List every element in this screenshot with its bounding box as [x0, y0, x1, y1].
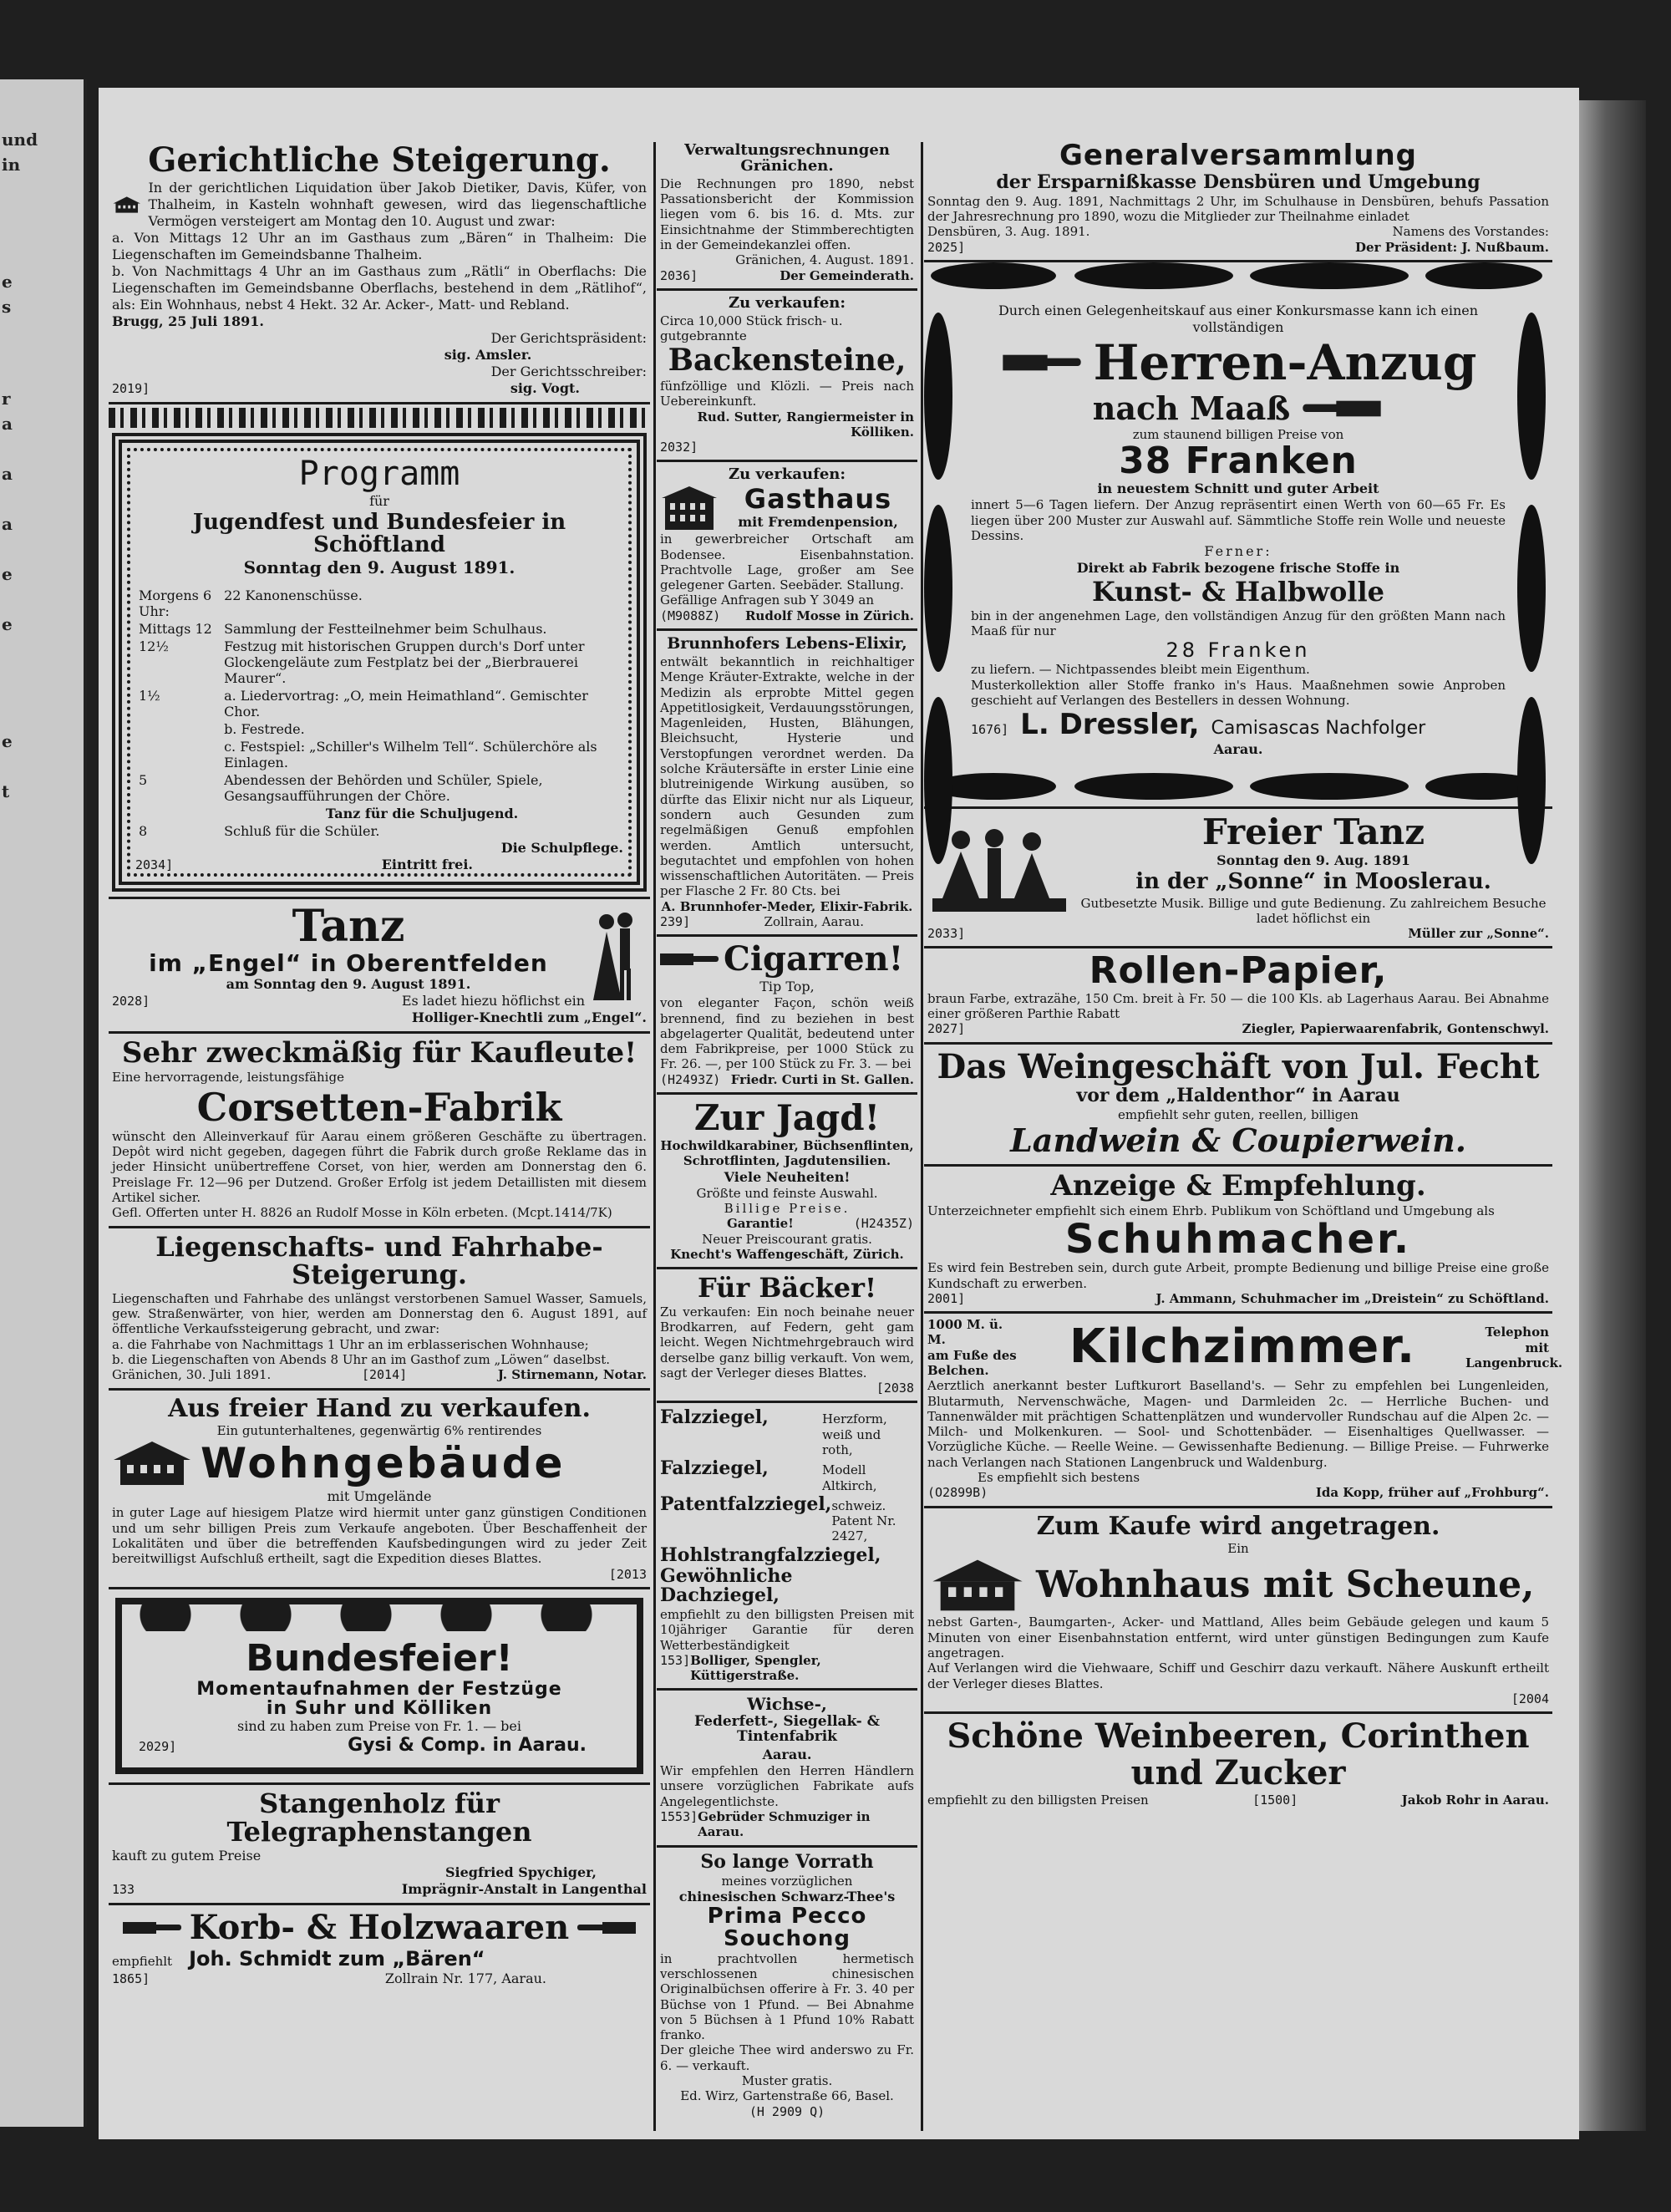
ad-body: entwält bekanntlich in reichhaltiger Menge Kräuter-Extrakte, welche in der Medizin als erprobte Mittel gegen Appetitlosigkeit, Verdauungsstörungen, Magenleiden, Husten, Blähungen, Bleichsucht, Hysterie und Verstopfungen verordnet werden. Da solche Kräutersäfte in erster Linie eine blutreinigende Wirkung ausüben, so dürfte das Elixir nicht nur als Liqueur, sondern auch Gesunden zum regelmäßigen Genuß empfohlen werden. Amtlich untersucht, begutachtet und empfohlen von hohen wissenschaftlichen Autoritäten. — Preis per Flasche 2 Fr. 80 Cts. bei	[660, 653, 914, 899]
signature-name: Der Präsident: J. Nußbaum.	[1355, 239, 1549, 255]
left-fragment: e	[2, 731, 13, 751]
house-icon	[112, 180, 141, 230]
place-date: Gränichen, 4. August. 1891.	[735, 252, 914, 268]
ad-number: (H 2909 Q)	[749, 2103, 825, 2119]
signature-name: sig. Amsler.	[444, 347, 532, 363]
ad-offer: Gefällige Anfragen sub Y 3049 an	[660, 592, 875, 608]
signature-name: Gebrüder Schmuziger in Aarau.	[698, 1809, 871, 1840]
ad-number: 2036]	[660, 267, 698, 283]
ad-body: wünscht den Alleinverkauf für Aarau einem größeren Geschäfte zu übertragen. Depôt wird nicht gegeben, dagegen führt die Fabrik durch große Reklame das in jeder Hinsicht unübertreffene Corset, von hier, werden am Donnerstag den 6. Preislage Fr. 12—96 per Dutzend. Großer Erfolg ist jedem Detaillisten mit diesem Artikel sicher.	[112, 1128, 647, 1206]
ad-item: Falzziegel,	[660, 1457, 769, 1480]
program-row	[135, 638, 623, 687]
decorative-oval	[924, 313, 952, 480]
ad-title: Cigarren!	[724, 939, 904, 979]
ad-weinbeeren	[924, 1714, 1552, 1813]
program-row	[135, 805, 623, 822]
ad-title: Zur Jagd!	[693, 1097, 881, 1139]
ad-number: 153]	[660, 1652, 691, 1668]
ad-intro: Eine hervorragende, leistungsfähige	[112, 1070, 344, 1086]
ad-subtitle: Jugendfest und Bundesfeier in Schöftland	[192, 510, 566, 558]
program-row	[135, 771, 623, 805]
signature-name: Müller zur „Sonne“.	[1408, 926, 1549, 942]
place-date: Brugg, 25 Juli 1891.	[112, 313, 264, 329]
column-2	[657, 138, 917, 2124]
ad-number: [1500]	[1252, 1792, 1298, 1808]
program-text: a. Liedervortrag: „O, mein Heimathland“. Gemischter Chor.	[224, 687, 588, 720]
signature-name: Imprägnir-Anstalt in Langenthal	[401, 1881, 647, 1898]
ad-line: Momentaufnahmen der Festzüge	[196, 1678, 562, 1700]
ad-cigarren	[657, 937, 917, 1095]
ad-name: Landwein & Coupierwein.	[1010, 1121, 1466, 1159]
ad-number: 1553]	[660, 1809, 698, 1825]
ad-title: So lange Vorrath	[700, 1850, 874, 1873]
ad-kilchzimmer	[924, 1314, 1563, 1508]
ad-body: in gewerbreicher Ortschaft am Bodensee. Eisenbahnstation. Prachtvolle Lage, großer am See gelegener Garten. Seebäder. Stallung.	[660, 531, 914, 593]
signature-name: L. Dressler,	[1020, 708, 1200, 742]
program-time: 8	[139, 822, 148, 839]
ad-note: Eintritt frei.	[381, 856, 473, 872]
column-3	[924, 138, 1563, 1813]
left-fragment: a	[2, 464, 13, 484]
ad-number: 2034]	[135, 857, 174, 872]
ad-schuhmacher	[924, 1167, 1552, 1314]
ad-note: 1000 M. ü. M.	[927, 1317, 1003, 1348]
program-text: Sammlung der Festteilnehmer beim Schulhaus.	[224, 620, 547, 637]
program-time	[135, 805, 221, 822]
ad-title: Bundesfeier!	[246, 1636, 513, 1680]
ad-title: Schöne Weinbeeren, Corinthen	[947, 1716, 1530, 1756]
ad-item: b. die Liegenschaften von Abends 8 Uhr an im Gasthof zum „Löwen“ daselbst.	[112, 1352, 611, 1368]
ad-number: 2027]	[927, 1021, 966, 1037]
ad-schwarz-thee	[657, 1848, 917, 2124]
program-table	[135, 587, 623, 840]
left-fragment: a	[2, 414, 13, 434]
right-book-spine	[1579, 100, 1646, 2131]
ad-body: empfiehlt	[112, 1954, 173, 1970]
signature-role: Namens des Vorstandes:	[1392, 224, 1549, 240]
ad-item: b. Von Nachmittags 4 Uhr an im Gasthaus zum „Rätli“ in Oberflachs: Die Liegenschaften im Gemeindsbanne Oberflachs, bestehend in dem „Rätlihof“, als: Ein Wohnhaus, nebst 4 Hekt. 32 Ar. Acker-, Matt- und Rebland.	[112, 263, 647, 313]
ad-number: 1865]	[112, 1971, 150, 1987]
signature-name: Camisascas Nachfolger	[1211, 718, 1426, 740]
ad-name: Corsetten-Fabrik	[196, 1084, 562, 1130]
ad-body: Aerztlich anerkannt bester Luftkurort Baselland's. — Sehr zu empfehlen bei Lungenleiden, Blutarmuth, Nervenschwäche, Magen- und Darmleiden 2c. — Herrliche Buchen- und Tannenwälder mit prächtigen Schattenplätzen und wundervoller Rundschau auf die Alpen 2c. — Milch- und Molkenkuren. — Sool- und Schottenbäder. — Eisenhaltiges Quellwasser. — Vorzügliche Küche. — Reelle Weine. — Gewissenhafte Bedienung. — Billige Preise. — Fuhrwerke nach Verlangen nach Stationen Langenbruck und Waldenburg.	[927, 1378, 1549, 1470]
program-time	[135, 738, 221, 771]
program-row	[135, 620, 623, 638]
program-text: Abendessen der Behörden und Schüler, Spiele, Gesangsaufführungen der Chöre.	[224, 771, 543, 804]
pointing-hand-icon	[1300, 392, 1384, 425]
ad-note: Langenbruck.	[1465, 1355, 1563, 1370]
program-time: Morgens 6 Uhr:	[139, 587, 212, 619]
ad-title: Sehr zweckmäßig für Kaufleute!	[121, 1035, 637, 1070]
ad-line: Neuer Preiscourant gratis.	[702, 1231, 872, 1247]
ad-intro: Circa 10,000 Stück frisch- u. gutgebrannte	[660, 313, 843, 344]
decorative-oval	[1250, 262, 1409, 289]
decorative-oval	[1517, 505, 1546, 672]
ad-title: Federfett-, Siegellak- & Tintenfabrik	[694, 1713, 880, 1746]
ad-line: sind zu haben zum Preise von Fr. 1. — bei	[237, 1717, 521, 1734]
ad-item: Falzziegel,	[660, 1406, 769, 1429]
ad-body: empfiehlt zu den billigsten Preisen	[927, 1792, 1149, 1808]
ad-title: Stangenholz für Telegraphenstangen	[226, 1787, 532, 1848]
ad-gerichtliche-steigerung	[109, 138, 650, 404]
ad-corsetten-fabrik	[109, 1034, 650, 1228]
ad-korb-holzwaaren	[109, 1905, 650, 1992]
program-row	[135, 687, 623, 720]
ad-number: (H2493Z)	[660, 1071, 721, 1087]
ad-title: und Zucker	[1130, 1752, 1346, 1792]
ad-number: 239]	[660, 913, 691, 929]
ad-wohnhaus-scheune	[924, 1508, 1552, 1714]
ad-bundesfeier	[115, 1598, 643, 1774]
ad-intro: Ein gutunterhaltenes, gegenwärtig 6% rentirendes	[216, 1423, 542, 1439]
column-rule	[921, 142, 923, 2131]
ad-item: Hohlstrangfalzziegel,	[660, 1543, 881, 1566]
decorative-oval	[924, 505, 952, 672]
ad-weingeschaeft	[924, 1045, 1552, 1167]
ad-line: meines vorzüglichen	[721, 1873, 853, 1889]
ad-title: Zu verkaufen:	[728, 293, 846, 312]
ad-title: Wichse-,	[747, 1694, 827, 1715]
ad-brand: Prima Pecco Souchong	[707, 1904, 867, 1952]
ad-title: Anzeige & Empfehlung.	[1050, 1168, 1426, 1203]
ad-subtitle: Tip Top,	[759, 979, 815, 995]
ad-number: 2033]	[927, 926, 966, 942]
ad-programm-jugendfest	[112, 433, 647, 892]
ad-item: a. die Fahrhabe von Nachmittags 1 Uhr an im erblasserischen Wohnhause;	[112, 1336, 589, 1352]
ad-place: Aarau.	[1213, 741, 1263, 758]
signature-name: Bolliger, Spengler, Küttigerstraße.	[690, 1652, 821, 1684]
ad-number: [2038	[876, 1381, 914, 1396]
ad-line: Muster gratis.	[741, 2072, 833, 2088]
ad-date: am Sonntag den 9. August 1891.	[226, 975, 471, 992]
house-icon	[112, 1438, 192, 1488]
ad-name: Schuhmacher.	[1064, 1215, 1412, 1263]
ad-number: 2019]	[112, 381, 150, 396]
ad-title: Programm	[298, 455, 460, 493]
ad-body: Zu verkaufen: Ein noch beinahe neuer Brodkarren, auf Federn, geht gam leicht. Wegen Nichtmehrgebrauch wird derselbe ganz billig verkauft. Von wem, sagt der Verleger dieses Blattes.	[660, 1304, 914, 1381]
program-text: c. Festspiel: „Schiller's Wilhelm Tell“. Schülerchöre als Einlagen.	[224, 738, 597, 770]
ad-title: Kilchzimmer.	[1069, 1320, 1416, 1375]
ad-number: [2014]	[361, 1367, 408, 1383]
left-fragment: e	[2, 272, 13, 292]
ad-rollen-papier	[924, 948, 1552, 1044]
ad-name: Wohngebäude	[201, 1439, 566, 1488]
ad-body: In der gerichtlichen Liquidation über Jakob Dietiker, Davis, Küfer, von Thalheim, in Kasteln wohnhaft gewesen, wird das liegenschaftliche Vermögen versteigert am Montag den 10. August und zwar:	[148, 180, 647, 229]
pointing-hand-icon	[1000, 346, 1084, 379]
ad-item: Patentfalzziegel,	[660, 1492, 832, 1515]
ad-backensteine	[657, 291, 917, 462]
program-row	[135, 720, 623, 738]
ad-item: a. Von Mittags 12 Uhr an im Gasthaus zum „Bären“ in Thalheim: Die Liegenschaften im Gemeindsbanne Thalheim.	[112, 230, 647, 262]
ad-line: in Suhr und Kölliken	[266, 1697, 493, 1719]
left-fragment: r	[2, 389, 11, 409]
ad-offer: Gefl. Offerten unter H. 8826 an Rudolf Mosse in Köln erbeten. (Mcpt.1414/7K)	[112, 1205, 612, 1221]
decorative-oval	[1074, 773, 1233, 800]
house-icon	[927, 1556, 1028, 1615]
ad-address: Zollrain Nr. 177, Aarau.	[384, 1970, 546, 1987]
ad-name: Gasthaus	[744, 483, 892, 516]
ad-title: Verwaltungsrechnungen Gränichen.	[684, 141, 890, 175]
dancers-icon	[585, 910, 647, 1002]
decorative-oval	[1074, 262, 1233, 289]
ad-body: Musterkollektion aller Stoffe franko in's Haus. Maaßnehmen sowie Anproben geschieht auf Verlangen des Bestellers in dessen Wohnung.	[971, 677, 1506, 708]
ad-body: Die Rechnungen pro 1890, nebst Passationsbericht der Kommission liegen vom 6. bis 16. d. Mts. zur Einsichtnahme der Stimmberechtigten in der Gemeindekanzlei offen.	[660, 175, 914, 252]
ad-title: Aus freier Hand zu verkaufen.	[168, 1393, 591, 1423]
ad-wohngebaeude	[109, 1391, 650, 1589]
ad-note: am Fuße des Belchen.	[927, 1347, 1017, 1378]
ad-body: Der gleiche Thee wird anderswo zu Fr. 6. — verkauft.	[660, 2042, 914, 2073]
ad-body: Liegenschaften und Fahrhabe des unlängst verstorbenen Samuel Wasser, Samuels, gew. Straßenwärter, von hier, werden am Donnerstag den 6. August 1891, auf öffentliche Verkaufssteigerung gebracht, und zwar:	[112, 1290, 647, 1337]
signature-name: Joh. Schmidt zum „Bären“	[189, 1947, 485, 1971]
ad-lebens-elixir	[657, 631, 917, 937]
ad-line: Ferner:	[1204, 543, 1272, 560]
ad-body: nebst Garten-, Baumgarten-, Acker- und Mattland, Alles beim Gebäude gelegen und kaum 5 Minuten von einer Eisenbahnstation entfernt, wird unter günstigen Bedingungen zum Kaufe angetragen.	[927, 1615, 1549, 1661]
signature-name: Gysi & Comp. in Aarau.	[348, 1734, 587, 1756]
signature-name: Ziegler, Papierwaarenfabrik, Gontenschwyl.	[1242, 1021, 1549, 1037]
program-time: 5	[139, 771, 148, 788]
ad-line: Billige Preise.	[724, 1201, 851, 1217]
signature-name: J. Stirnemann, Notar.	[497, 1367, 647, 1383]
ad-note: Modell Altkirch,	[822, 1462, 877, 1493]
program-row	[135, 822, 623, 840]
program-time	[135, 720, 221, 738]
signature-name: Rudolf Mosse in Zürich.	[744, 608, 914, 623]
program-time: 1½	[139, 687, 160, 704]
program-row	[135, 587, 623, 620]
program-text: Festzug mit historischen Gruppen durch's Dorf unter Glockengeläute zum Festplatz bei der „Bierbrauerei Maurer“.	[224, 638, 585, 686]
ad-number: 2029]	[139, 1738, 177, 1754]
ad-body: Es wird fein Bestreben sein, durch gute Arbeit, prompte Bedienung und billige Preise eine große Kundschaft zu erwerben.	[927, 1260, 1549, 1291]
ad-gasthaus	[657, 462, 917, 631]
ad-price: 28 Franken	[1166, 638, 1311, 663]
ad-number: 1676]	[971, 722, 1009, 738]
ad-number: 2025]	[927, 239, 966, 255]
program-row	[135, 738, 623, 771]
left-page-edge	[0, 79, 87, 2127]
signature-name: Siegfried Spychiger,	[444, 1864, 597, 1881]
ad-number: 2032]	[660, 440, 698, 455]
ad-number: 2028]	[112, 993, 150, 1009]
ad-subtitle: in der „Sonne“ in Mooslerau.	[1135, 869, 1491, 895]
decorative-oval	[931, 262, 1056, 289]
ad-note: Telephon mit	[1485, 1325, 1549, 1355]
left-fragment: und	[2, 130, 38, 150]
building-icon	[660, 485, 719, 531]
left-fragment: e	[2, 564, 13, 584]
left-fragment: e	[2, 614, 13, 634]
ad-subtitle: mit Fremdenpension,	[738, 514, 898, 531]
ad-liegenschafts-steigerung	[109, 1228, 650, 1391]
ad-herren-anzug	[924, 262, 1552, 809]
ad-number: (H2435Z)	[853, 1216, 914, 1232]
ad-subtitle: mit Umgelände	[327, 1488, 432, 1505]
program-time: Mittags 12	[139, 620, 212, 637]
ad-name: chinesischen Schwarz-Thee's	[678, 1889, 896, 1905]
ad-line: Größte und feinste Auswahl.	[696, 1185, 878, 1201]
program-time: 12½	[139, 638, 169, 654]
signature-name: Jakob Rohr in Aarau.	[1401, 1792, 1549, 1808]
ad-price: 38 Franken	[1119, 440, 1358, 483]
ad-body: bin in der angenehmen Lage, den vollständigen Anzug für den größten Mann nach Maaß für nur	[971, 608, 1506, 639]
ad-title: Tanz	[292, 900, 405, 952]
decorative-border	[115, 1598, 643, 1631]
ad-line: zum staunend billigen Preise von	[1132, 426, 1344, 442]
pointing-hand-icon	[123, 1915, 181, 1940]
ad-number: [2013	[608, 1566, 647, 1582]
ad-subtitle: nach Maaß	[1092, 389, 1291, 427]
ad-line: in neuestem Schnitt und guter Arbeit	[1097, 481, 1379, 497]
column-rule	[653, 142, 656, 2131]
ornamental-rule	[109, 408, 650, 428]
left-fragment: s	[2, 297, 12, 317]
ad-number: (O2899B)	[927, 1485, 988, 1501]
decorative-oval	[1250, 773, 1409, 800]
signature-name: A. Brunnhofer-Meder, Elixir-Fabrik.	[661, 898, 913, 914]
signature-role: Der Gerichtsschreiber:	[490, 364, 647, 379]
ad-body: Hochwildkarabiner, Büchsenflinten, Schrotflinten, Jagdutensilien.	[660, 1138, 914, 1169]
pointing-hand-icon	[660, 947, 719, 972]
newspaper-page	[99, 88, 1579, 2139]
ad-number: (M9088Z)	[660, 608, 721, 623]
ad-intro: Durch einen Gelegenheitskauf aus einer Konkursmasse kann ich einen vollständigen	[998, 302, 1479, 335]
ad-body: Sonntag den 9. Aug. 1891, Nachmittags 2 Uhr, im Schulhause in Densbüren, behufs Passation der Jahresrechnung pro 1890, wozu die Mitglieder zur Theilnahme einladet	[927, 193, 1549, 225]
ad-generalversammlung	[924, 138, 1552, 262]
signature-name: Die Schulpflege.	[500, 839, 623, 856]
ad-title: Generalversammlung	[1059, 139, 1418, 172]
signature-name: Ida Kopp, früher auf „Frohburg“.	[1315, 1485, 1549, 1501]
signature-role: Der Gerichtspräsident:	[490, 330, 647, 346]
ad-note: schweiz. Patent Nr. 2427,	[831, 1498, 896, 1544]
signature-name: Rud. Sutter, Rangiermeister in Kölliken.	[697, 409, 914, 440]
signature-name: Holliger-Knechtli zum „Engel“.	[411, 1009, 647, 1025]
ad-body: Auf Verlangen wird die Viehwaare, Schiff und Geschirr dazu verkauft. Nähere Auskunft ertheilt der Verleger dieses Blattes.	[927, 1660, 1549, 1691]
program-text: Tanz für die Schuljugend.	[325, 805, 519, 821]
ad-title: Gerichtliche Steigerung.	[148, 140, 611, 180]
ad-title: Zu verkaufen:	[728, 465, 846, 484]
signature-name: J. Ammann, Schuhmacher im „Dreistein“ zu Schöftland.	[1155, 1290, 1549, 1306]
left-fragment: a	[2, 514, 13, 534]
column-1	[109, 138, 650, 1992]
ad-stangenholz	[109, 1782, 650, 1905]
program-text: 22 Kanonenschüsse.	[224, 587, 363, 603]
ad-wichse-fabrik	[657, 1691, 917, 1847]
ad-body: Unterzeichneter empfiehlt sich einem Ehrb. Publikum von Schöftland und Umgebung als	[927, 1203, 1495, 1218]
signature-name: Der Gemeinderath.	[780, 267, 914, 283]
decorative-oval	[1425, 262, 1542, 289]
ad-body: Gutbesetzte Musik. Billige und gute Bedienung. Zu zahlreichem Besuche ladet höflichst ein	[1080, 895, 1547, 926]
ad-line: Ein	[1227, 1541, 1249, 1557]
ad-item: Gewöhnliche Dachziegel,	[660, 1564, 793, 1606]
ad-number: 2001]	[927, 1290, 966, 1306]
dancers-icon	[927, 823, 1069, 915]
ad-tanz-engel	[109, 897, 650, 1034]
ad-place: Aarau.	[762, 1747, 812, 1763]
ad-body: empfiehlt zu den billigsten Preisen mit 10jähriger Garantie für deren Wetterbeständigkeit	[660, 1606, 914, 1653]
signature-name: Ed. Wirz, Gartenstraße 66, Basel.	[680, 2088, 894, 2104]
ad-title: Das Weingeschäft von Jul. Fecht	[937, 1046, 1540, 1086]
ad-body: innert 5—6 Tagen liefern. Der Anzug repräsentirt einen Werth von 60—65 Fr. Es liegen über 200 Muster zur Auswahl auf. Sämmtliche Stoffe rein Wolle und neueste Dessins.	[971, 497, 1506, 543]
ad-title: Herren-Anzug	[1093, 333, 1477, 391]
ad-address: Zollrain, Aarau.	[764, 913, 864, 929]
program-text: b. Festrede.	[224, 720, 305, 737]
left-fragment: t	[2, 781, 10, 801]
signature-name: Friedr. Curti in St. Gallen.	[730, 1071, 914, 1087]
left-fragment: in	[2, 155, 21, 175]
ad-body: von eleganter Façon, schön weiß brennend, find zu beziehen in best abgelagerter Qualität, bedeutend unter dem Fabrikpreise, per 1000 Stück zu Fr. 26. —, per 100 Stück zu Fr. 3. — bei	[660, 995, 914, 1072]
ad-body: in prachtvollen hermetisch verschlossenen chinesischen Originalbüchsen offerire à Fr. 3. 40 per Büchse von 1 Pfund. — Bei Abnahme von 5 Büchsen à 1 Pfund 10% Rabatt franko.	[660, 1950, 914, 2043]
ad-line: Es empfiehlt sich bestens	[978, 1470, 1140, 1486]
ad-freier-tanz	[924, 809, 1552, 948]
ad-body: in guter Lage auf hiesigem Platze wird hiermit unter ganz günstigen Conditionen und um sehr billigen Preis zum Verkaufe angeboten. Über Beschaffenheit der Lokalitäten und über die betreffenden Kaufsbedingungen wird zu jeder Zeit bereitwilligst Aufschluß ertheilt, sagt die Expedition dieses Blattes.	[112, 1505, 647, 1567]
ad-title: Korb- & Holzwaaren	[189, 1908, 570, 1948]
ad-body: Es ladet hiezu höflichst ein	[401, 992, 585, 1009]
ad-title: Brunnhofers Lebens-Elixir,	[667, 634, 907, 653]
ad-subtitle: für	[369, 493, 389, 509]
ad-name: Wohnhaus mit Scheune,	[1036, 1564, 1535, 1607]
signature-name: Knecht's Waffengeschäft, Zürich.	[670, 1246, 904, 1262]
ad-title: Für Bäcker!	[697, 1272, 877, 1304]
ad-title: Rollen-Papier,	[1089, 949, 1388, 993]
ad-date: Sonntag den 9. Aug. 1891	[1216, 852, 1410, 869]
ad-number: [2004	[1511, 1691, 1549, 1706]
ad-title: Liegenschafts- und Fahrhabe-Steigerung.	[155, 1230, 603, 1291]
program-text: Schluß für die Schüler.	[224, 822, 380, 839]
ad-highlight: Viele Neuheiten!	[724, 1168, 851, 1185]
ad-date: Sonntag den 9. August 1891.	[243, 557, 516, 577]
ad-body: zu liefern. — Nichtpassendes bleibt mein Eigenthum.	[971, 662, 1310, 678]
ad-note: Herzform, weiß und roth,	[822, 1411, 887, 1457]
decorative-oval	[1517, 313, 1546, 480]
ad-body: empfiehlt sehr guten, reellen, billigen	[1118, 1106, 1359, 1122]
ad-body: fünfzöllige und Klözli. — Preis nach Uebereinkunft.	[660, 379, 914, 409]
ad-body: Wir empfehlen den Herren Händlern unsere vorzüglichen Fabrikate aufs Angelegentlichste.	[660, 1763, 914, 1809]
ad-body: kauft zu gutem Preise	[112, 1848, 262, 1864]
ad-ziegel	[657, 1403, 917, 1691]
ad-subtitle: im „Engel“ in Oberentfelden	[149, 949, 548, 978]
place-date: Gränichen, 30. Juli 1891.	[112, 1367, 272, 1383]
ad-subtitle: vor dem „Haldenthor“ in Aarau	[1076, 1084, 1400, 1106]
ad-title: Zum Kaufe wird angetragen.	[1036, 1511, 1440, 1541]
ad-zur-jagd	[657, 1095, 917, 1269]
ad-number: 133	[112, 1882, 135, 1898]
ad-highlight: Kunst- & Halbwolle	[1092, 576, 1384, 608]
place-date: Densbüren, 3. Aug. 1891.	[927, 224, 1090, 240]
pointing-hand-icon	[577, 1915, 636, 1940]
ad-verwaltungsrechnungen	[657, 138, 917, 291]
ad-title: Freier Tanz	[1201, 811, 1425, 853]
ad-name: Backensteine,	[668, 343, 907, 379]
signature-name: sig. Vogt.	[510, 380, 580, 396]
ad-subtitle: der Ersparnißkasse Densbüren und Umgebung	[996, 170, 1481, 193]
ad-line: Direkt ab Fabrik bezogene frische Stoffe in	[1076, 560, 1400, 577]
ad-fuer-baecker	[657, 1269, 917, 1403]
ad-body: braun Farbe, extrazähe, 150 Cm. breit à Fr. 50 — die 100 Kls. ab Lagerhaus Aarau. Bei Abnahme einer größeren Parthie Rabatt	[927, 990, 1549, 1021]
ad-line: Garantie!	[727, 1216, 794, 1232]
